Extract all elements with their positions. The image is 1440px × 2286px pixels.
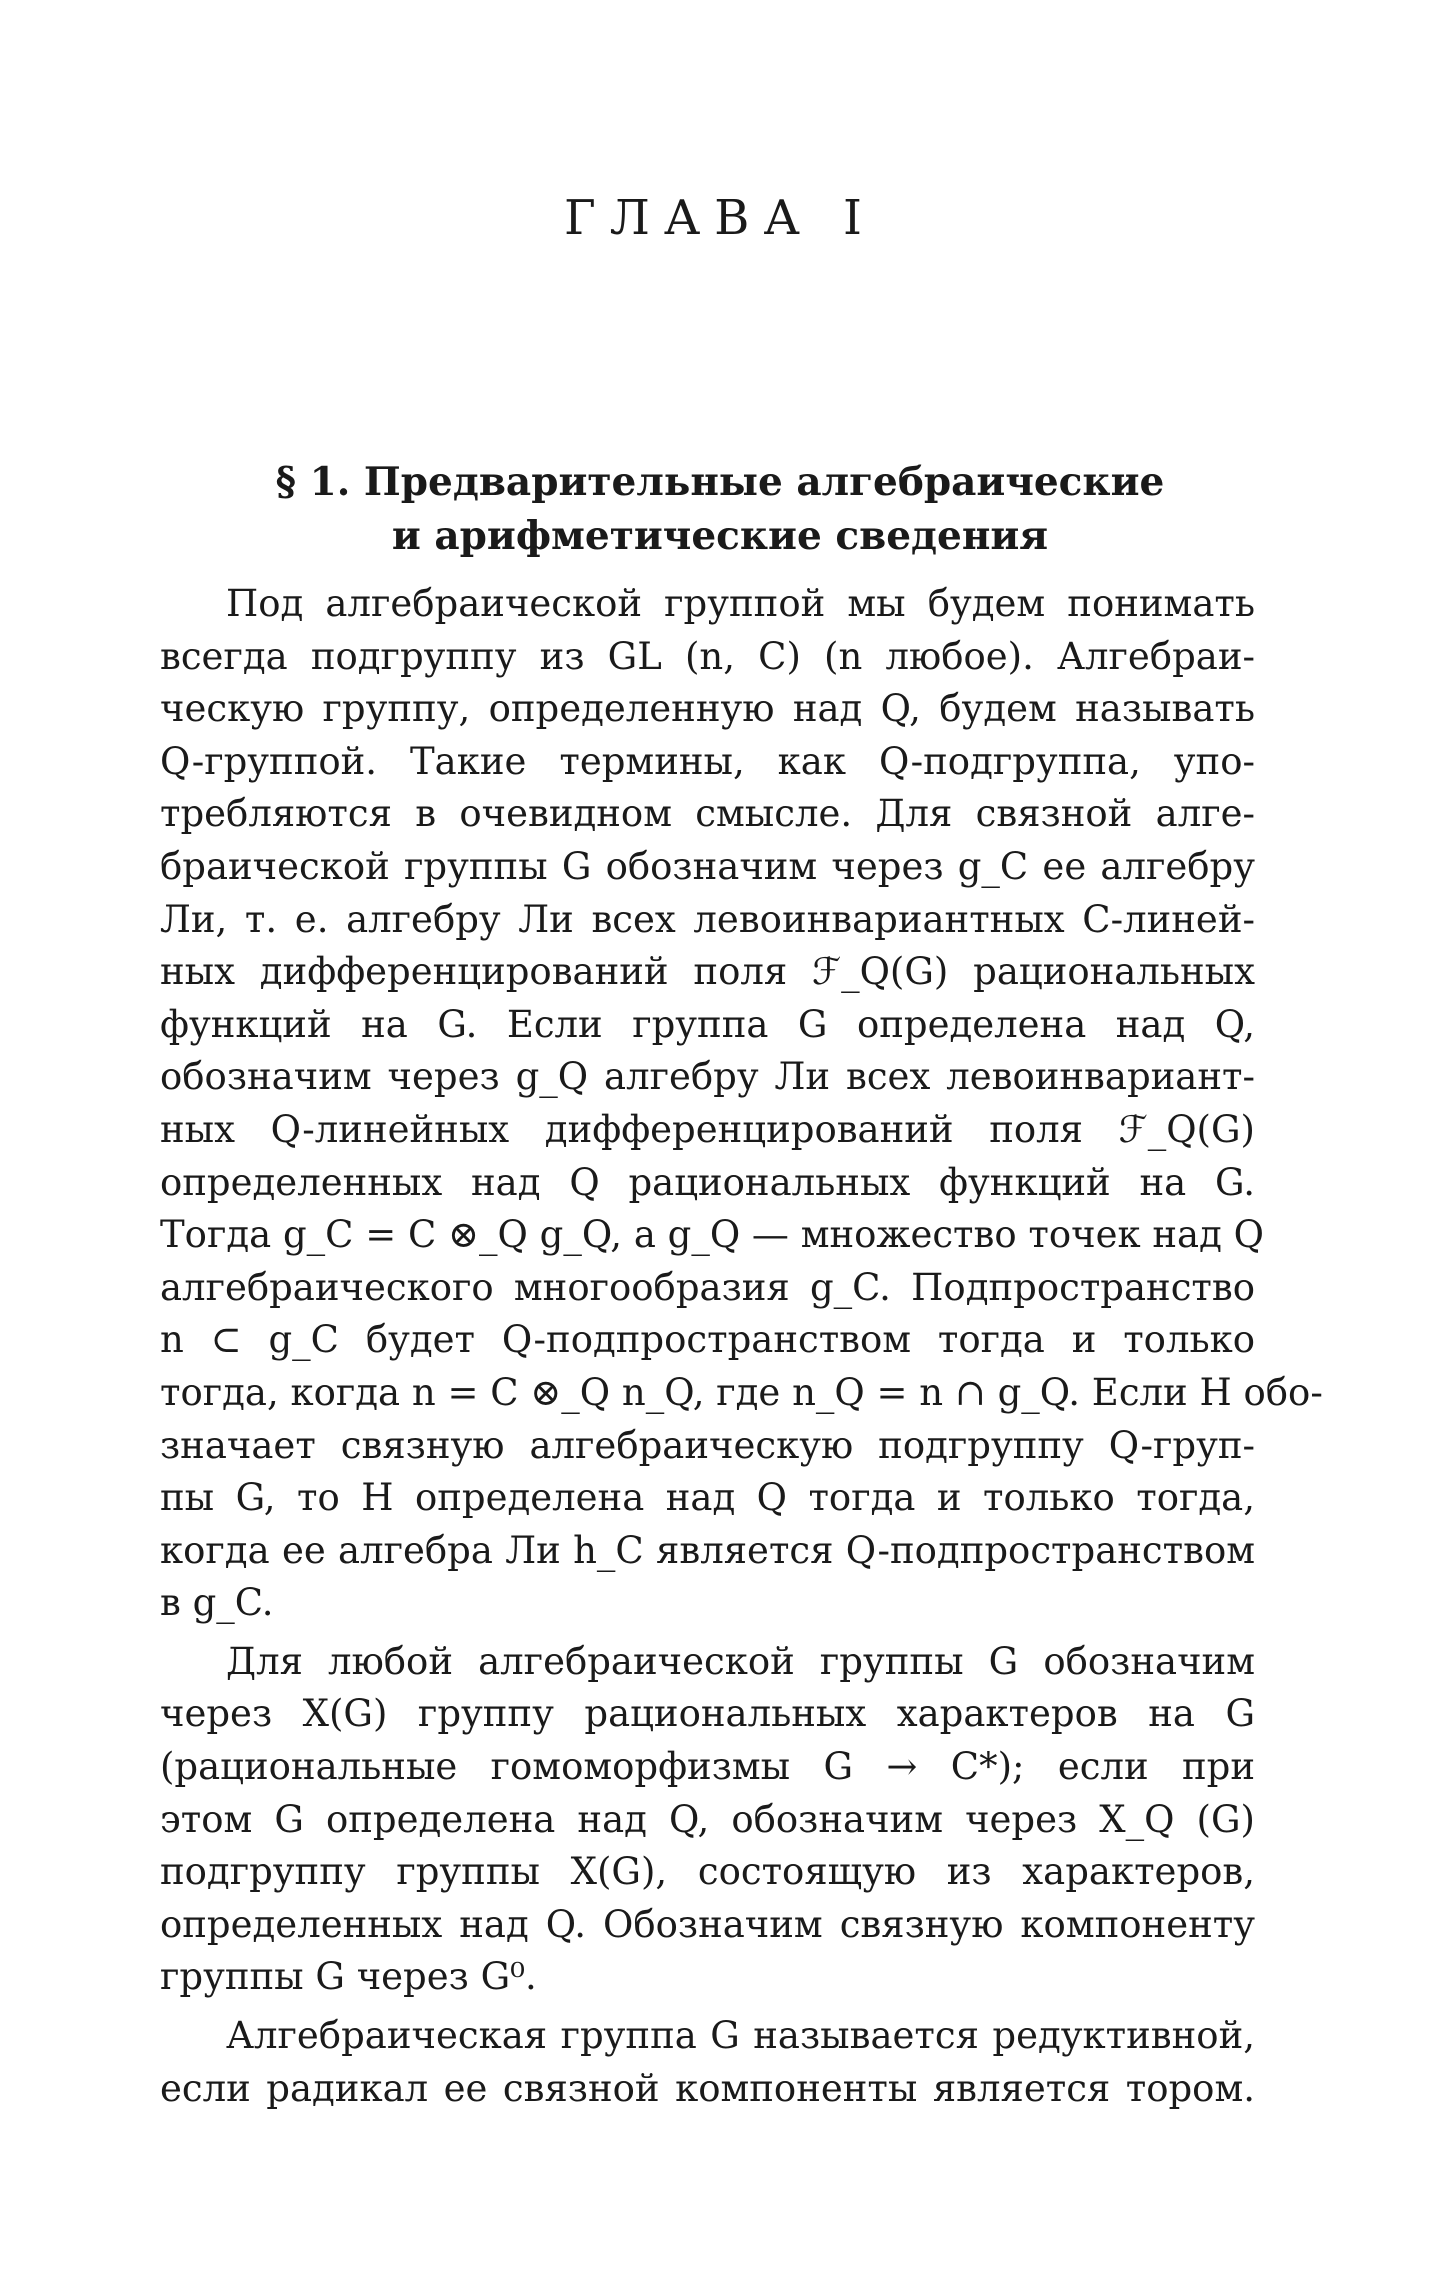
- text-line: определенных над Q рациональных функций на G.: [160, 1160, 1255, 1204]
- section-title-line: § 1. Предварительные алгебраические: [275, 459, 1165, 505]
- text-line: функций на G. Если группа G определена над Q,: [160, 1002, 1255, 1046]
- paragraph-1: [160, 578, 1323, 1630]
- text-line: (рациональные гомоморфизмы G → C*); если при: [160, 1745, 1255, 1789]
- text-line: в g_C.: [160, 1581, 274, 1625]
- text-line: Алгебраическая группа G называется редуктивной,: [226, 2014, 1255, 2058]
- text-line: ных Q-линейных дифференцирований поля ℱ_Q(G): [160, 1107, 1255, 1151]
- section-title: [0, 455, 1440, 563]
- text-line: когда ее алгебра Ли h_C является Q-подпространством: [160, 1528, 1255, 1572]
- text-line: группы G через G⁰.: [160, 1955, 537, 1999]
- text-line: Тогда g_C = C ⊗_Q g_Q, а g_Q — множество точек над Q: [160, 1213, 1264, 1257]
- text-line: обозначим через g_Q алгебру Ли всех левоинвариант-: [160, 1055, 1255, 1099]
- text-line: этом G определена над Q, обозначим через X_Q (G): [160, 1797, 1255, 1841]
- chapter-title: ГЛАВА I: [563, 190, 877, 246]
- paragraph-2: [160, 1636, 1255, 2004]
- paragraph-3: [160, 2010, 1255, 2115]
- section-title-line: и арифметические сведения: [391, 513, 1049, 559]
- text-line: ческую группу, определенную над Q, будем называть: [160, 687, 1255, 731]
- text-line: алгебраического многообразия g_C. Подпространство: [160, 1265, 1255, 1309]
- text-line: определенных над Q. Обозначим связную компоненту: [160, 1902, 1255, 1946]
- text-line: Для любой алгебраической группы G обозначим: [226, 1639, 1255, 1683]
- text-line: тогда, когда n = C ⊗_Q n_Q, где n_Q = n ∩ g_Q. Если H обо-: [160, 1370, 1323, 1414]
- text-line: требляются в очевидном смысле. Для связной алге-: [160, 792, 1255, 836]
- text-line: через X(G) группу рациональных характеров на G: [160, 1692, 1255, 1736]
- text-line: подгруппу группы X(G), состоящую из характеров,: [160, 1850, 1255, 1894]
- text-line: Под алгебраической группой мы будем понимать: [226, 582, 1255, 625]
- text-line: браической группы G обозначим через g_C ее алгебру: [160, 844, 1255, 888]
- text-line: значает связную алгебраическую подгруппу Q-груп-: [160, 1423, 1255, 1467]
- text-line: всегда подгруппу из GL (n, C) (n любое). Алгебраи-: [160, 634, 1255, 678]
- text-line: Ли, т. е. алгебру Ли всех левоинвариантных C-линей-: [160, 897, 1255, 941]
- text-line: ных дифференцирований поля ℱ_Q(G) рациональных: [160, 950, 1255, 994]
- text-line: если радикал ее связной компоненты является тором.: [160, 2066, 1255, 2110]
- text-line: пы G, то H определена над Q тогда и только тогда,: [160, 1476, 1255, 1520]
- body-text: [160, 578, 1323, 2115]
- text-line: Q-группой. Такие термины, как Q-подгруппа, упо-: [160, 739, 1255, 783]
- text-line: n ⊂ g_C будет Q-подпространством тогда и только: [160, 1318, 1255, 1362]
